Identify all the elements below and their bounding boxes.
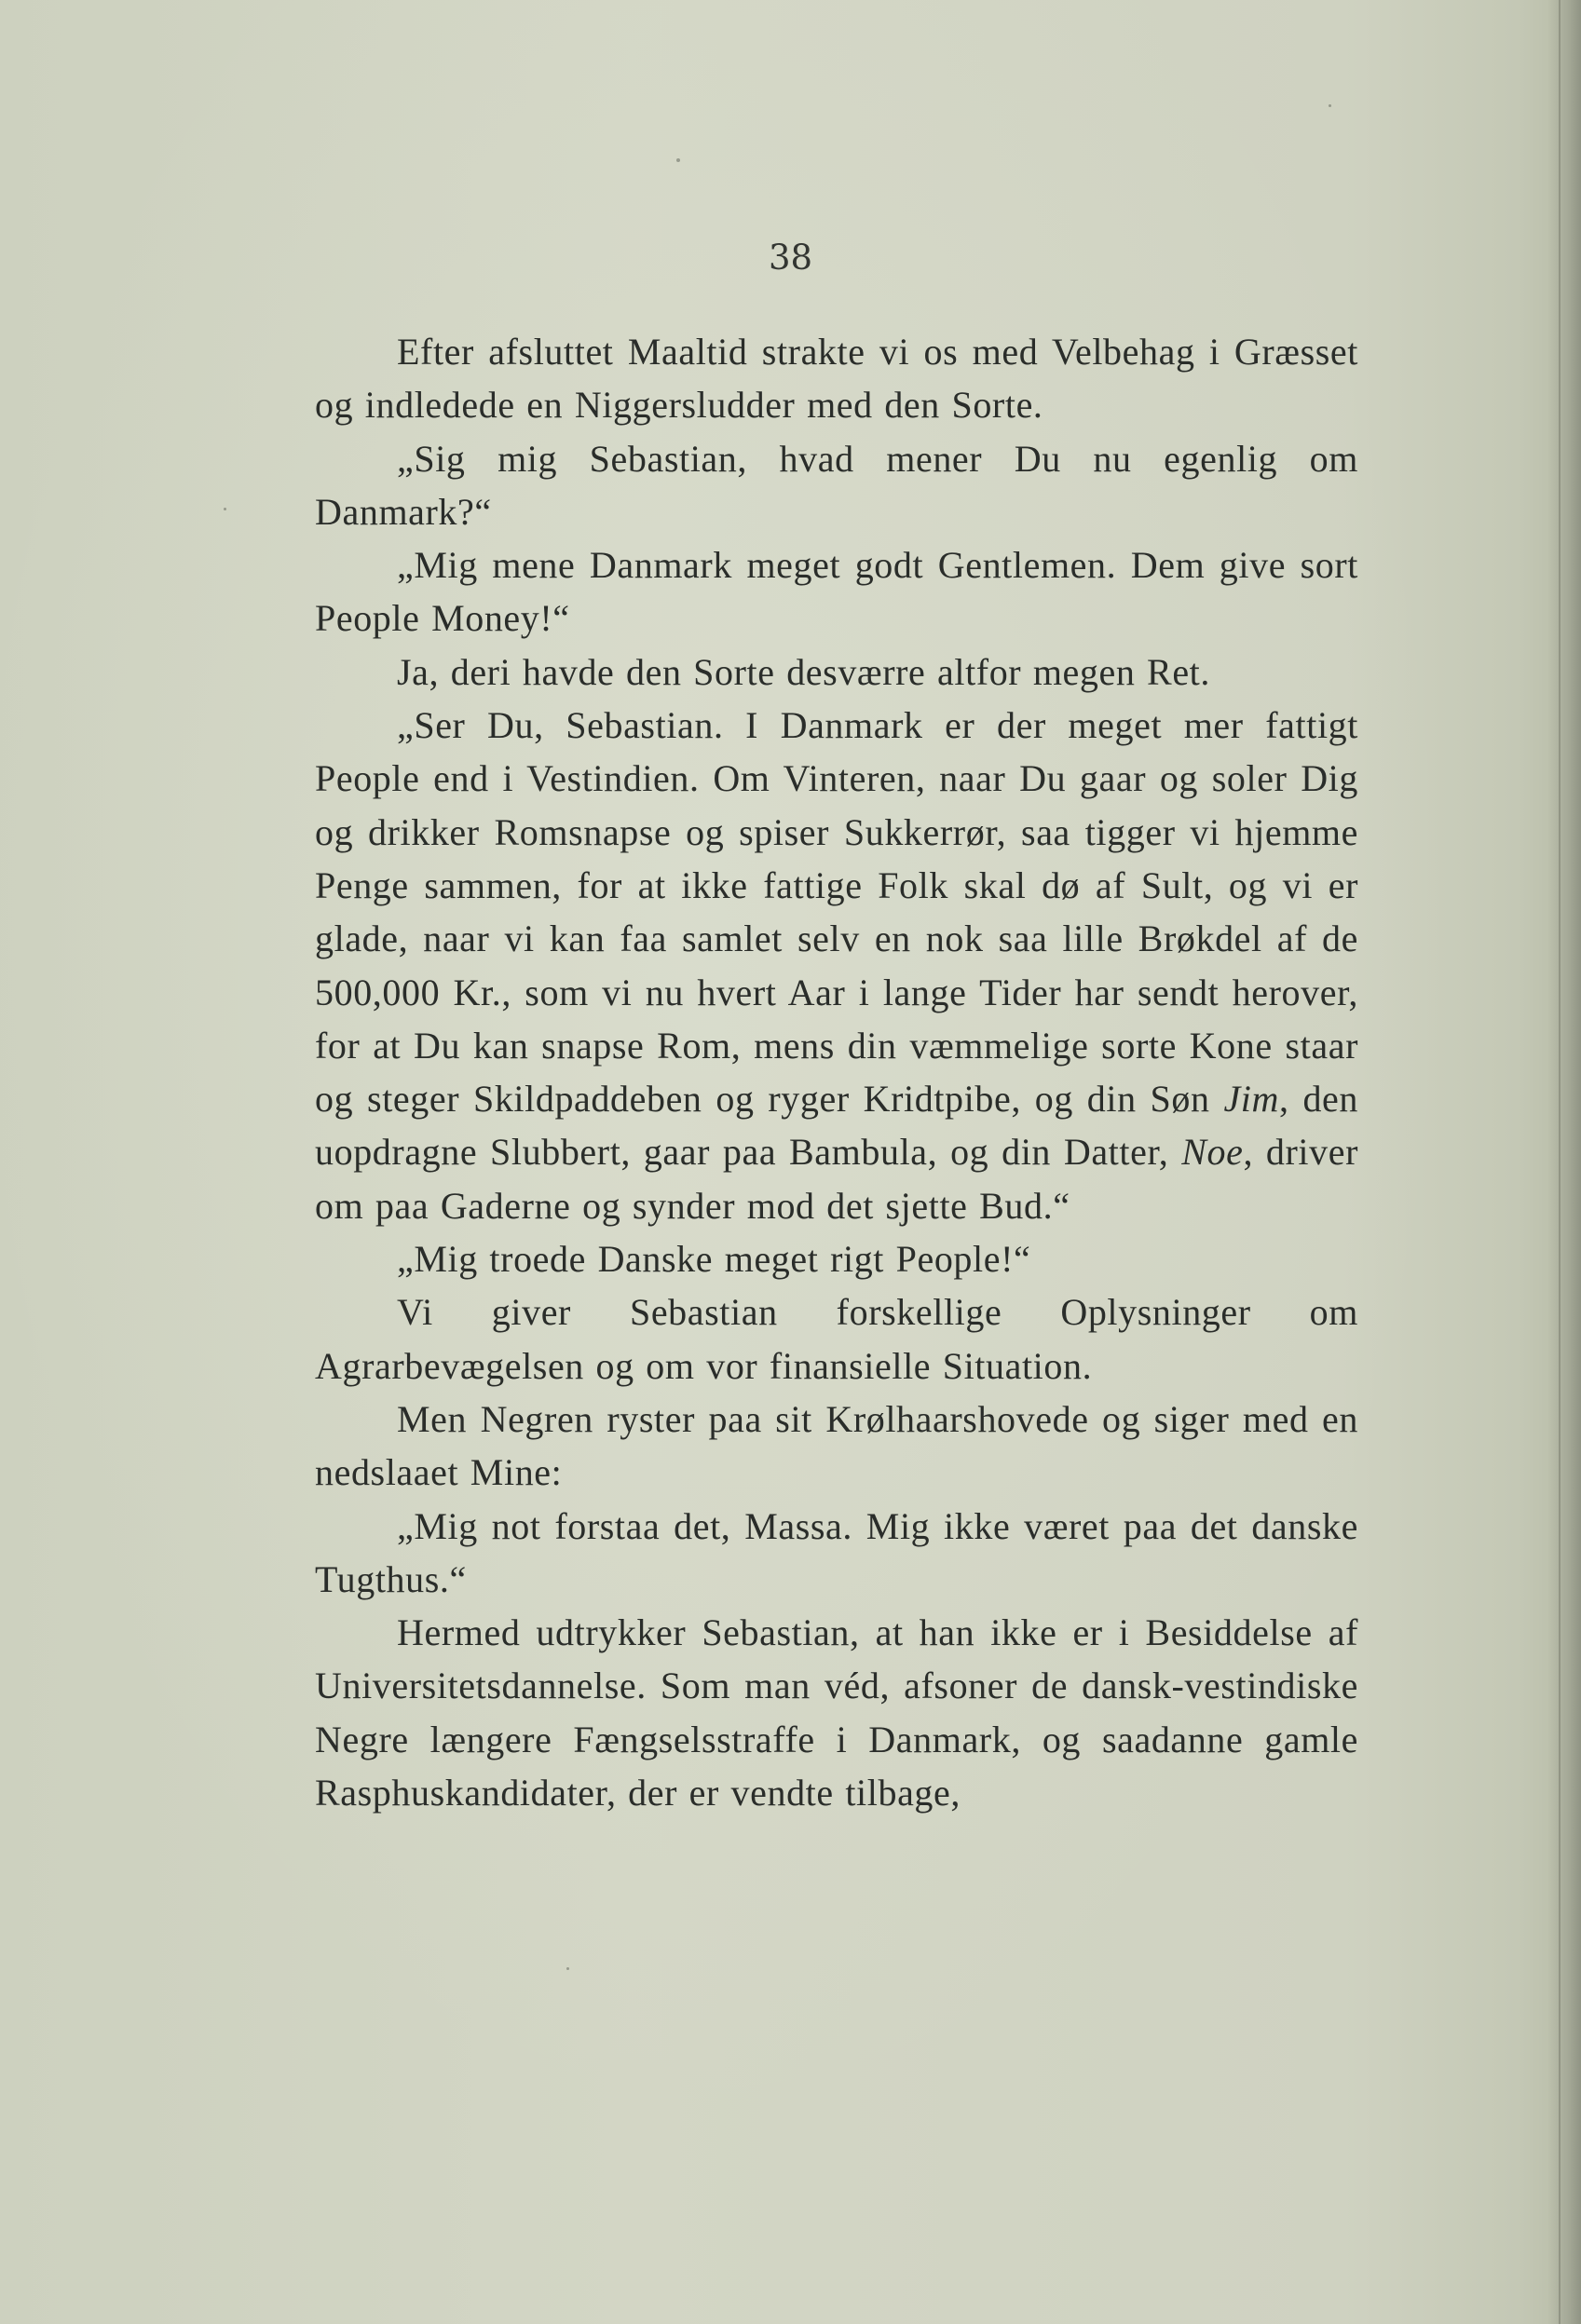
italic-name: Jim xyxy=(1223,1078,1279,1121)
paper-speck xyxy=(676,158,680,162)
paragraph xyxy=(315,646,1358,699)
paragraph-text: Ja, deri havde den Sorte desværre altfor megen Ret. xyxy=(397,650,1210,693)
paragraph xyxy=(315,325,1358,432)
paragraph-text: , den uopdragne Slubbert, gaar paa Bambula, og din Datter, xyxy=(315,1078,1358,1174)
paragraph-text: „Mig mene Danmark meget godt Gentlemen. Dem give sort People Money!“ xyxy=(315,544,1358,640)
paragraph xyxy=(315,1393,1358,1500)
body-text xyxy=(315,325,1358,1819)
paragraph-text: „Mig troede Danske meget rigt People!“ xyxy=(397,1238,1031,1281)
paragraph-text: Men Negren ryster paa sit Krølhaarshovede og siger med en nedslaaet Mine: xyxy=(315,1397,1358,1494)
paragraph-text: Hermed udtrykker Sebastian, at han ikke er i Besiddelse af Universitetsdannelse. Som man véd, afsoner de dansk-vestindiske Negre længere Fængselsstraffe i Danmark, og saadanne gamle Rasphuskandidater, der er vendte tilbage, xyxy=(315,1611,1358,1814)
paragraph xyxy=(315,538,1358,646)
paper-speck xyxy=(566,1967,569,1970)
paragraph xyxy=(315,1606,1358,1819)
paragraph xyxy=(315,432,1358,539)
page-number: 38 xyxy=(768,238,813,278)
paragraph xyxy=(315,1232,1358,1285)
italic-name: Noe xyxy=(1181,1131,1244,1174)
paragraph xyxy=(315,699,1358,1232)
paragraph-text: „Mig not forstaa det, Massa. Mig ikke været paa det danske Tugthus.“ xyxy=(315,1504,1358,1600)
paragraph-text: , driver om paa Gaderne og synder mod det sjette Bud.“ xyxy=(315,1131,1358,1227)
paragraph-text: Vi giver Sebastian forskellige Oplysninger om Agrarbevægelsen og om vor finansielle Situation. xyxy=(315,1291,1358,1387)
paragraph-text: „Ser Du, Sebastian. I Danmark er der meget mer fattigt People end i Vestindien. Om Vinteren, naar Du gaar og soler Dig og drikker Romsnapse og spiser Sukkerrør, saa tigger vi hjemme Penge sammen, for at ikke fattige Folk skal dø af Sult, og vi er glade, naar vi kan faa samlet selv en nok saa lille Brøkdel af de 500,000 Kr., som vi nu hvert Aar i lange Tider har sendt herover, for at Du kan snapse Rom, mens din væmmelige sorte Kone staar og steger Skildpaddeben og ryger Kridtpibe, og din Søn xyxy=(315,704,1358,1121)
paragraph-text: „Sig mig Sebastian, hvad mener Du nu egenlig om Danmark?“ xyxy=(315,437,1358,533)
paper-speck xyxy=(224,508,226,510)
paragraph xyxy=(315,1285,1358,1393)
paper-speck xyxy=(1329,104,1331,107)
paragraph-text: Efter afsluttet Maaltid strakte vi os med Velbehag i Græsset og indledede en Niggersludder med den Sorte. xyxy=(315,331,1358,427)
paragraph xyxy=(315,1500,1358,1607)
page-edge-line xyxy=(1559,0,1561,2324)
page-edge-shadow xyxy=(1547,0,1581,2324)
